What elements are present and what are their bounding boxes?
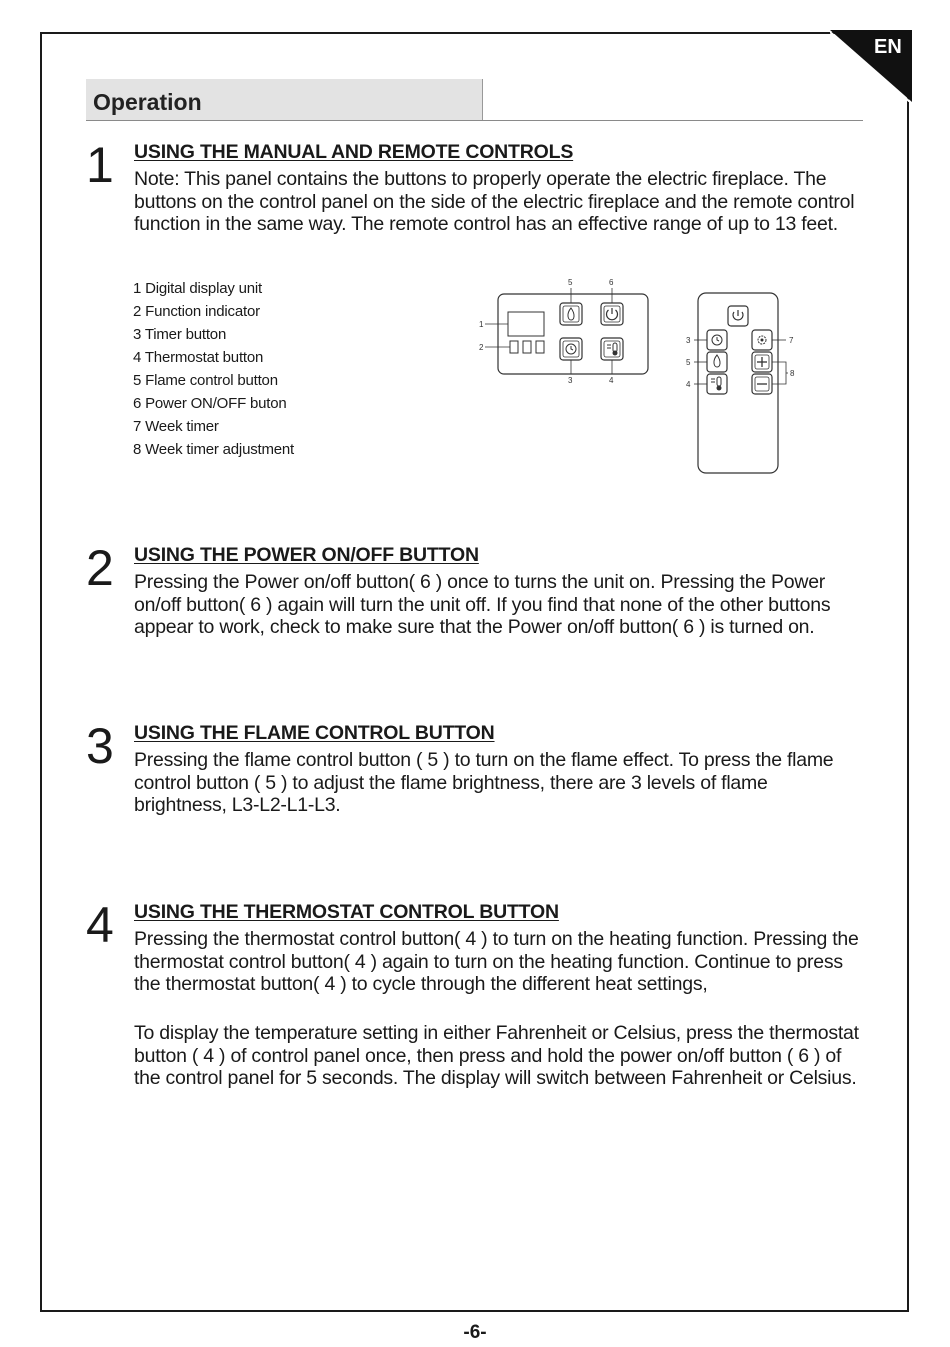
component-legend bbox=[133, 277, 294, 461]
legend-item: 6 Power ON/OFF buton bbox=[133, 395, 287, 412]
function-indicator bbox=[510, 341, 518, 353]
digital-display bbox=[508, 312, 544, 336]
panel-label-2: 2 bbox=[479, 343, 484, 352]
legend-item: 4 Thermostat button bbox=[133, 349, 264, 366]
power-icon bbox=[601, 303, 623, 325]
flame-icon bbox=[707, 352, 727, 372]
section-4-text-2: To display the temperature setting in either Fahrenheit or Celsius, press the thermostat button ( 4 ) of control panel once, then press and hold the power on/off button ( 6 ) of the control panel for 5 seconds. The display will switch between Fahrenheit or Celsius. bbox=[134, 1022, 859, 1089]
section-4-text: Pressing the thermostat control button( 4 ) to turn on the heating function. Pressing the thermostat control button( 4 ) again to turn on the heating function. Continue to press the thermostat button( 4 ) to cycle through the different heat settings, bbox=[134, 928, 859, 995]
power-icon bbox=[728, 306, 748, 326]
panel-label-4: 4 bbox=[609, 376, 614, 385]
section-1-text: Note: This panel contains the buttons to properly operate the electric fireplace. The buttons on the control panel on the side of the electric fireplace and the remote control function in the same way. The remote control has an effective range of up to 13 feet. bbox=[134, 168, 855, 235]
section-4-heading: USING THE THERMOSTAT CONTROL BUTTON bbox=[134, 901, 559, 923]
page-number: -6- bbox=[463, 1322, 487, 1343]
section-3-heading: USING THE FLAME CONTROL BUTTON bbox=[134, 722, 495, 744]
legend-item: 5 Flame control button bbox=[133, 372, 278, 389]
legend-item: 2 Function indicator bbox=[133, 303, 260, 320]
flame-icon bbox=[560, 303, 582, 325]
panel-label-1: 1 bbox=[479, 320, 484, 329]
remote-label-4: 4 bbox=[686, 380, 691, 389]
remote-label-8: 8 bbox=[790, 369, 795, 378]
minus-icon bbox=[752, 374, 772, 394]
section-1-heading: USING THE MANUAL AND REMOTE CONTROLS bbox=[134, 141, 574, 163]
section-2-number: 2 bbox=[86, 540, 114, 596]
timer-icon bbox=[707, 330, 727, 350]
thermostat-icon bbox=[707, 374, 727, 394]
legend-item: 8 Week timer adjustment bbox=[133, 441, 295, 458]
section-rule bbox=[86, 120, 863, 121]
remote-label-3: 3 bbox=[686, 336, 691, 345]
week-timer-icon bbox=[752, 330, 772, 350]
section-3-text: Pressing the flame control button ( 5 ) to turn on the flame effect. To press the flame control button ( 5 ) to adjust the flame brightness, there are 3 levels of flame brightness, L3-L2-L1-L3. bbox=[134, 749, 834, 816]
timer-icon bbox=[560, 338, 582, 360]
thermostat-icon bbox=[601, 338, 623, 360]
section-2-text: Pressing the Power on/off button( 6 ) once to turns the unit on. Pressing the Power on/off button( 6 ) again will turn the unit off. If you find that none of the other buttons appear to work, check to make sure that the Power on/off button( 6 ) is turned on. bbox=[134, 571, 831, 638]
panel-label-5: 5 bbox=[568, 278, 573, 287]
panel-label-3: 3 bbox=[568, 376, 573, 385]
section-1-number: 1 bbox=[86, 137, 114, 193]
remote-label-5: 5 bbox=[686, 358, 691, 367]
section-2-heading: USING THE POWER ON/OFF BUTTON bbox=[134, 544, 479, 566]
remote-label-7: 7 bbox=[789, 336, 794, 345]
section-3-number: 3 bbox=[86, 718, 114, 774]
legend-item: 7 Week timer bbox=[133, 418, 219, 435]
legend-item: 3 Timer button bbox=[133, 326, 227, 343]
function-indicator bbox=[536, 341, 544, 353]
function-indicator bbox=[523, 341, 531, 353]
section-4-number: 4 bbox=[86, 897, 114, 953]
panel-label-6: 6 bbox=[609, 278, 614, 287]
plus-icon bbox=[752, 352, 772, 372]
section-title: Operation bbox=[93, 89, 202, 115]
language-tab-label: EN bbox=[874, 36, 902, 58]
control-diagram bbox=[470, 270, 810, 480]
legend-item: 1 Digital display unit bbox=[133, 280, 263, 297]
